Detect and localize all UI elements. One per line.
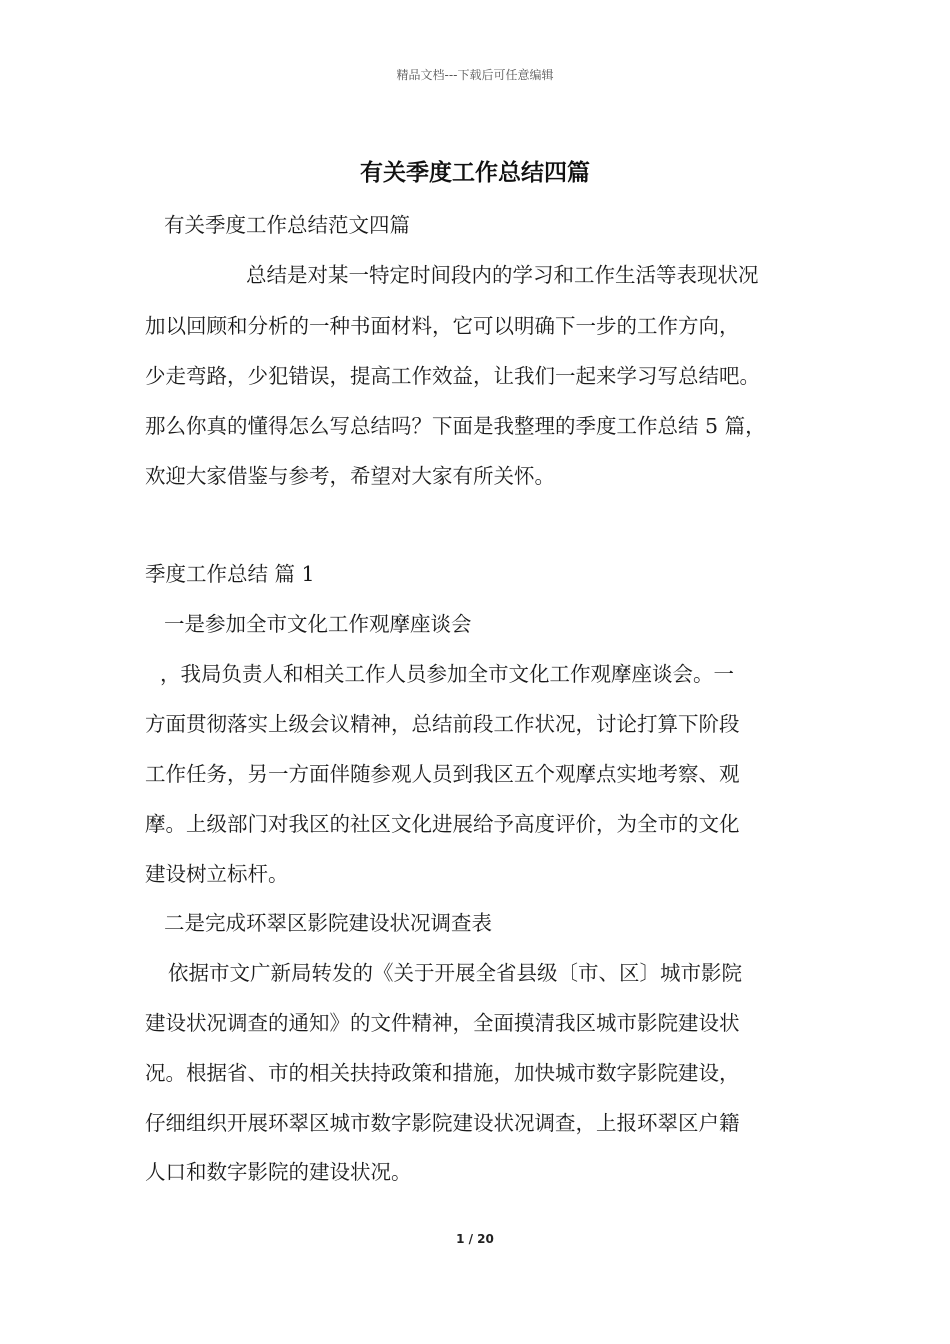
paragraph-line: ，我局负责人和相关工作人员参加全市文化工作观摩座谈会。一 [160, 662, 734, 686]
paragraph-line: 方面贯彻落实上级会议精神，总结前段工作状况，讨论打算下阶段 [145, 712, 740, 736]
intro-line: 少走弯路，少犯错误，提高工作效益，让我们一起来学习写总结吧。 [145, 364, 760, 388]
page-header: 精品文档---下载后可任意编辑 [396, 68, 554, 82]
paragraph-line: 况。根据省、市的相关扶持政策和措施，加快城市数字影院建设， [145, 1061, 740, 1085]
paragraph-line: 工作任务，另一方面伴随参观人员到我区五个观摩点实地考察、观 [145, 762, 740, 786]
intro-line: 加以回顾和分析的一种书面材料，它可以明确下一步的工作方向， [145, 314, 740, 338]
item-heading: 一是参加全市文化工作观摩座谈会 [164, 612, 472, 636]
intro-line: 总结是对某一特定时间段内的学习和工作生活等表现状况 [246, 263, 759, 287]
paragraph-line: 建设树立标杆。 [145, 862, 289, 886]
section-heading: 季度工作总结 篇 1 [145, 562, 315, 586]
item-heading: 二是完成环翠区影院建设状况调查表 [164, 911, 492, 935]
paragraph-line: 依据市文广新局转发的《关于开展全省县级〔市、区〕城市影院 [168, 961, 742, 985]
paragraph-line: 建设状况调查的通知》的文件精神，全面摸清我区城市影院建设状 [145, 1011, 740, 1035]
intro-line: 那么你真的懂得怎么写总结吗？下面是我整理的季度工作总结 5 篇， [145, 414, 766, 438]
document-title: 有关季度工作总结四篇 [360, 160, 590, 186]
document-subtitle: 有关季度工作总结范文四篇 [164, 213, 410, 237]
intro-line: 欢迎大家借鉴与参考，希望对大家有所关怀。 [145, 464, 555, 488]
page-number: 1 / 20 [456, 1232, 494, 1246]
paragraph-line: 仔细组织开展环翠区城市数字影院建设状况调查，上报环翠区户籍 [145, 1111, 740, 1135]
paragraph-line: 人口和数字影院的建设状况。 [145, 1160, 412, 1184]
paragraph-line: 摩。上级部门对我区的社区文化进展给予高度评价，为全市的文化 [145, 812, 740, 836]
